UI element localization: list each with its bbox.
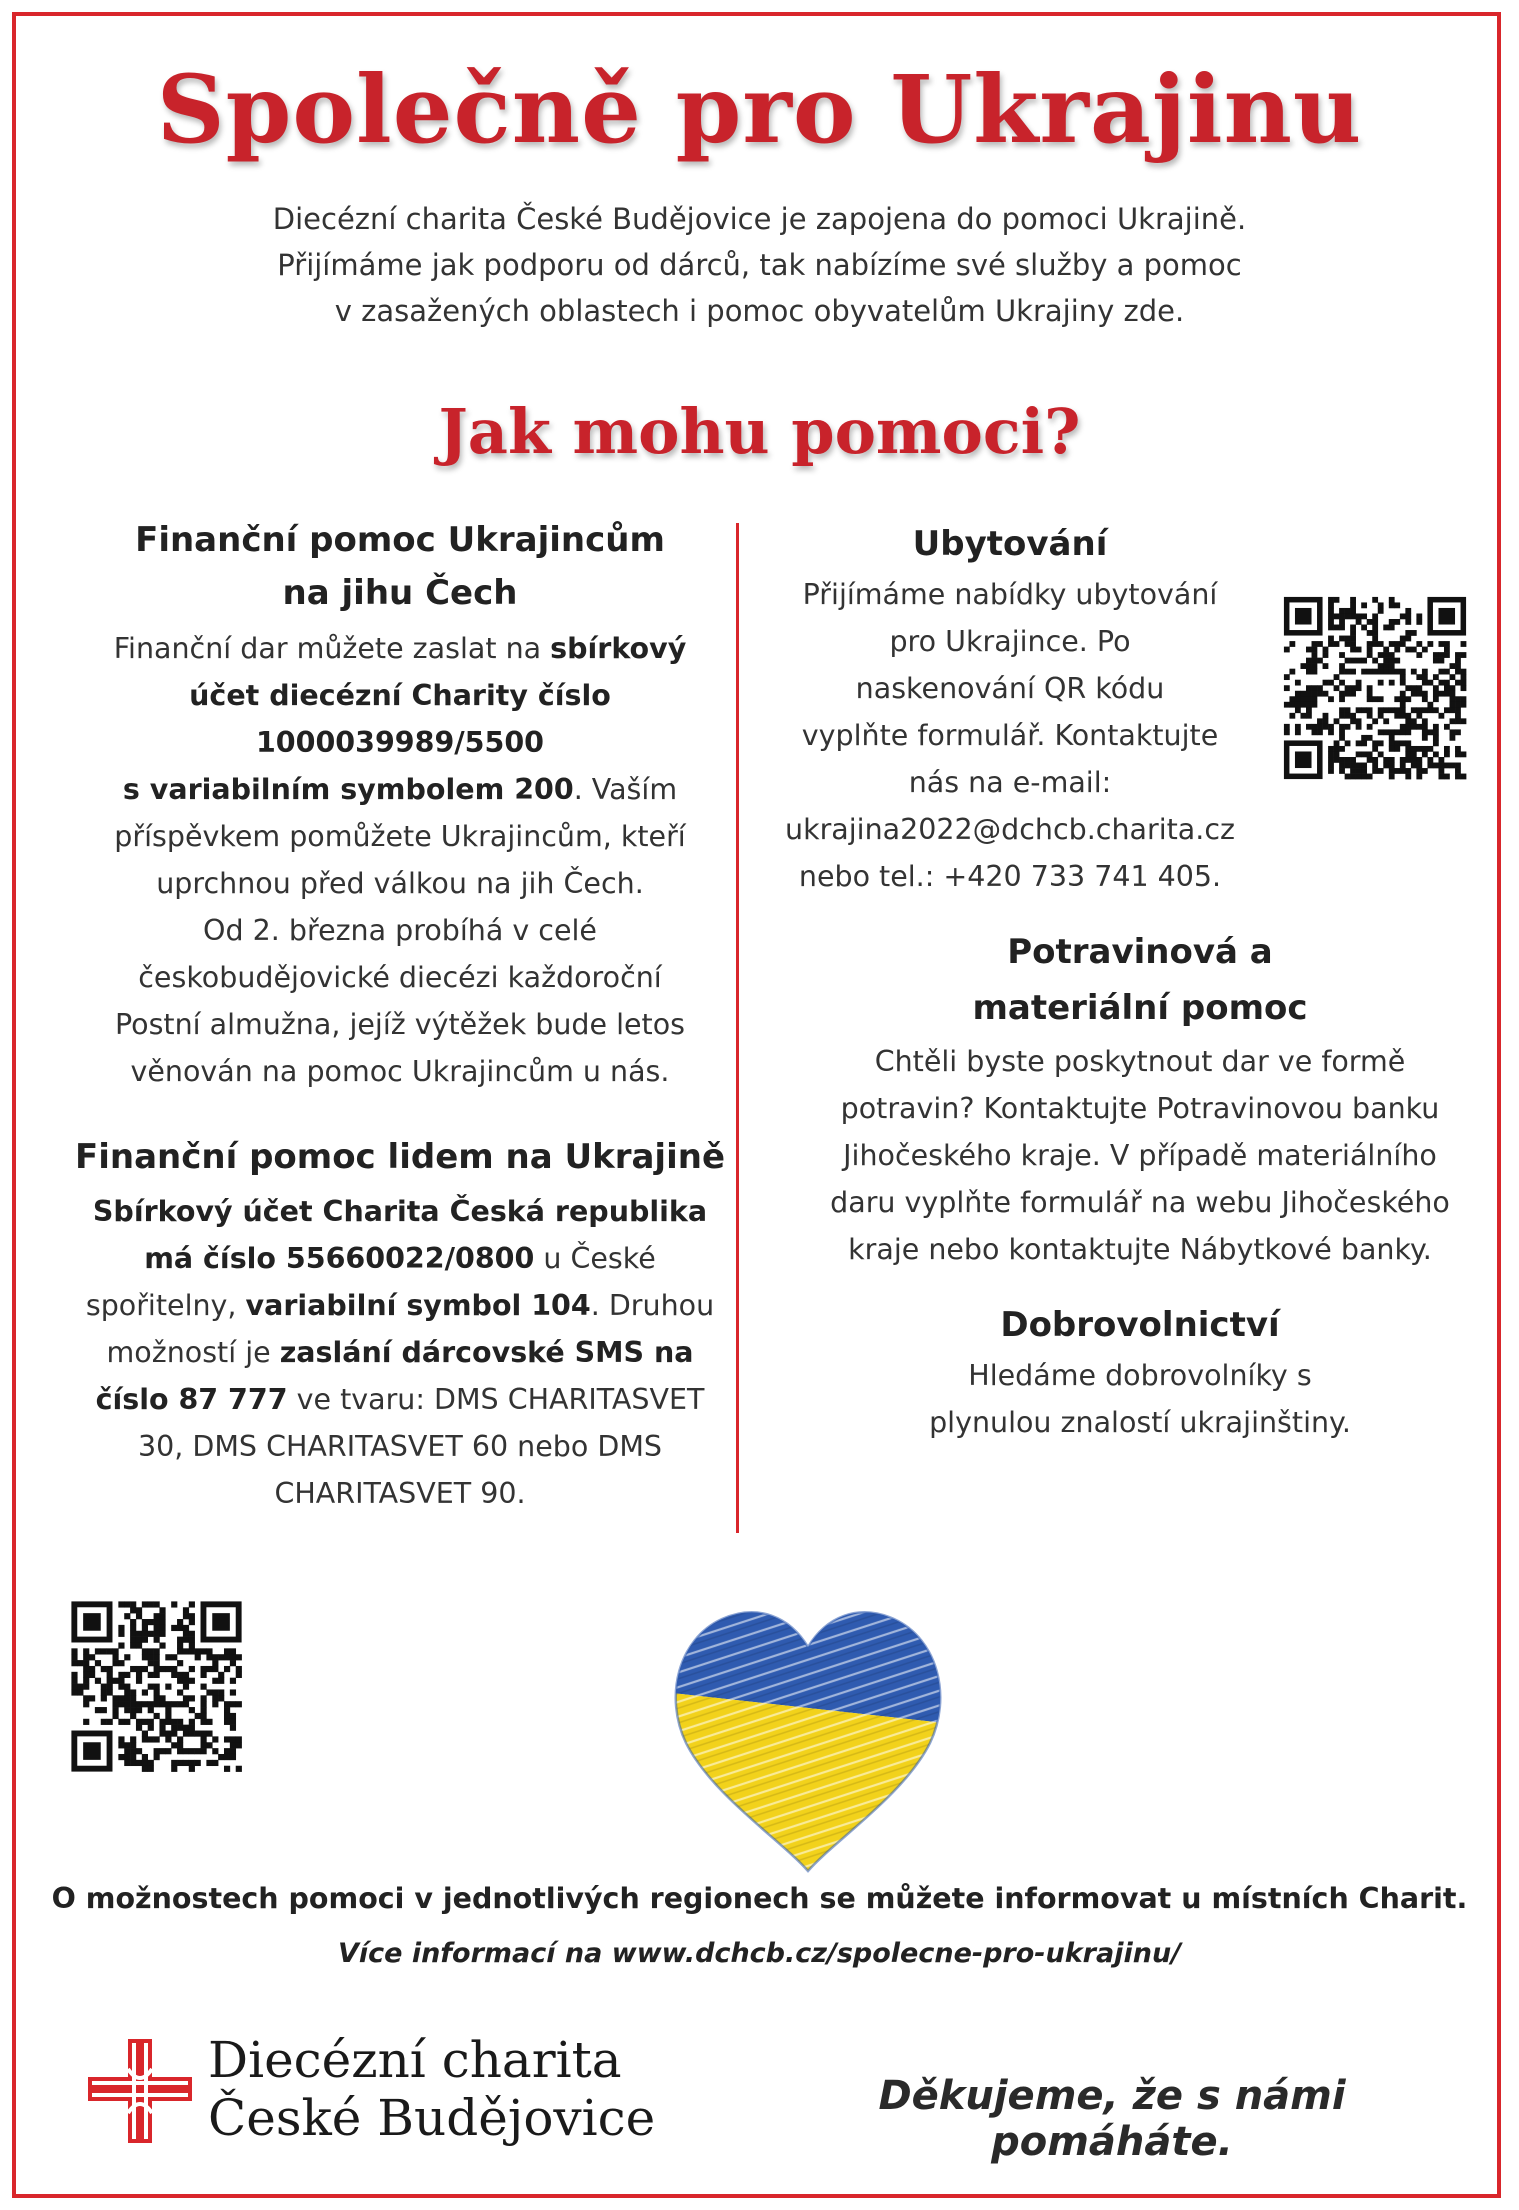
- accommodation-phone: nebo tel.: +420 733 741 405.: [798, 860, 1222, 893]
- intro-line: Přijímáme jak podporu od dárců, tak nabízíme své služby a pomoc: [277, 248, 1242, 282]
- intro-text: [220, 196, 1299, 334]
- charita-logo-text: Diecézní charita České Budějovice: [208, 2031, 656, 2147]
- accommodation-section: [770, 518, 1250, 900]
- lent-almsgiving-paragraph: Od 2. března probíhá v celé českobudějovické diecézi každoroční Postní almužna, jejíž výtěžek bude letos věnován na pomoc Ukrajincům u nás.: [114, 914, 686, 1088]
- financial-help-ukraine-heading: Finanční pomoc lidem na Ukrajině: [74, 1137, 726, 1177]
- page-title: Společně pro Ukrajinu: [156, 55, 1363, 165]
- ukraine-heart-icon: [672, 1583, 944, 1873]
- accommodation-heading: Ubytování: [912, 524, 1108, 564]
- financial-help-ukraine-paragraph: Sbírkový účet Charita Česká republika má číslo 55660022/0800 u České spořitelny, variabilní symbol 104. Druhou možností je zaslání dárcovské SMS na číslo 87 777 ve tvaru: DMS CHARITASVET 30, DMS CHARITASVET 60 nebo DMS CHARITASVET 90.: [85, 1195, 715, 1510]
- volunteering-heading: Dobrovolnictví: [1000, 1305, 1280, 1345]
- donation-qr-code[interactable]: [64, 1594, 249, 1779]
- accommodation-text: Přijímáme nabídky ubytování pro Ukrajince. Po naskenování QR kódu vyplňte formulář. Kontaktujte nás na e-mail:: [801, 578, 1219, 799]
- thank-you-text: Děkujeme, že s námi pomáháte.: [878, 2073, 1346, 2165]
- financial-help-paragraph: Finanční dar můžete zaslat na sbírkový účet diecézní Charity číslo 1000039989/5500 s variabilním symbolem 200. Vaším příspěvkem pomůžete Ukrajincům, kteří uprchnou před válkou na jih Čech.: [113, 632, 687, 900]
- intro-line: Diecézní charita České Budějovice je zapojena do pomoci Ukrajině.: [272, 202, 1247, 236]
- section-title: Jak mohu pomoci?: [438, 395, 1081, 468]
- left-column: [60, 514, 740, 1517]
- accommodation-email[interactable]: ukrajina2022@dchcb.charita.cz: [785, 813, 1235, 846]
- charita-logo: [88, 2031, 668, 2147]
- food-material-text: Chtěli byste poskytnout dar ve formě potravin? Kontaktujte Potravinovou banku Jihočeského kraje. V případě materiálního daru vyplňte formulář na webu Jihočeského kraje nebo kontaktujte Nábytkové banky.: [830, 1045, 1450, 1266]
- charita-cross-icon: [88, 2039, 192, 2143]
- accommodation-qr-code[interactable]: [1276, 589, 1474, 787]
- food-material-heading: Potravinová a materiální pomoc: [972, 932, 1308, 1028]
- regional-info-text: O možnostech pomoci v jednotlivých regionech se můžete informovat u místních Charit.: [51, 1882, 1468, 1915]
- financial-help-south-bohemia-heading: Finanční pomoc Ukrajincům na jihu Čech: [135, 520, 665, 613]
- intro-line: v zasažených oblastech i pomoc obyvatelům Ukrajiny zde.: [334, 294, 1185, 328]
- more-info-link[interactable]: Více informací na www.dchcb.cz/spolecne-pro-ukrajinu/: [337, 1938, 1182, 1969]
- column-divider: [736, 523, 739, 1533]
- food-material-section: [830, 924, 1450, 1446]
- volunteering-text: Hledáme dobrovolníky s plynulou znalostí ukrajinštiny.: [929, 1359, 1351, 1439]
